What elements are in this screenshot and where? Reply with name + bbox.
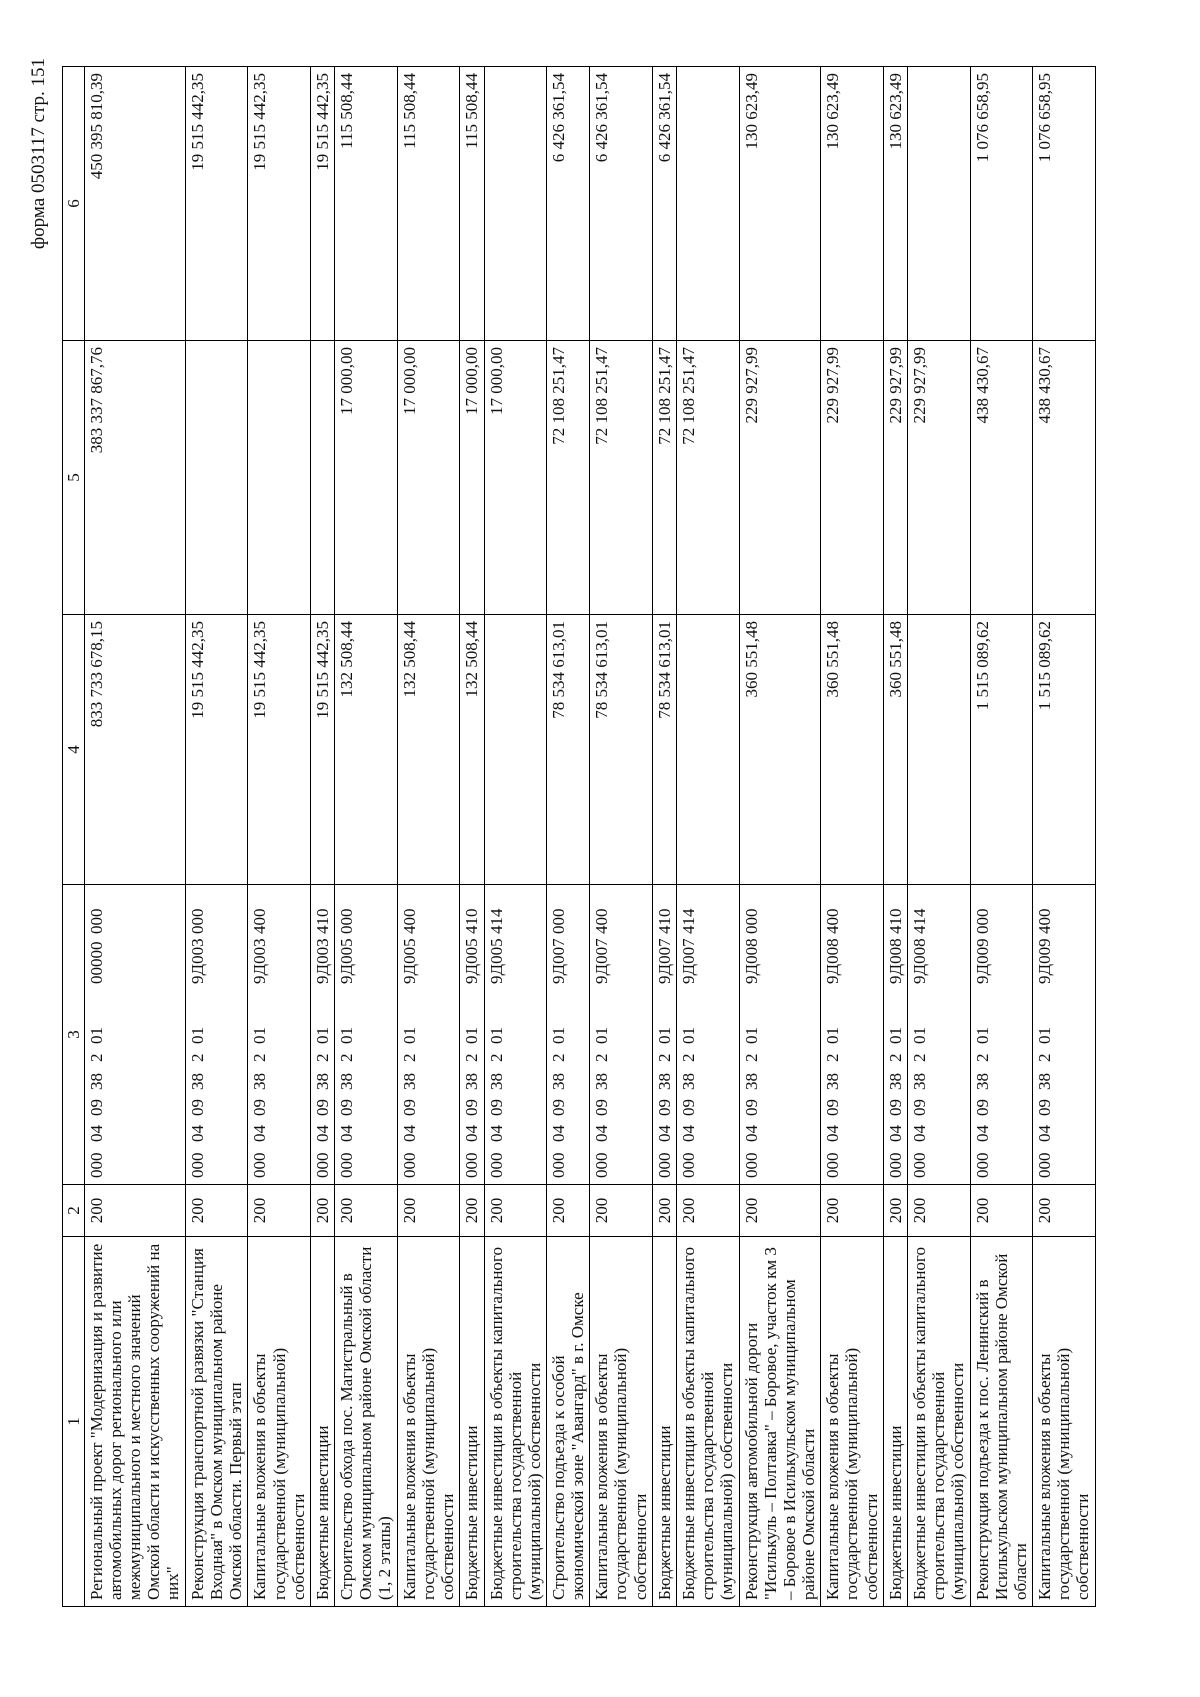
row-line-code: 200 (908, 1185, 971, 1237)
row-approved: 360 551,48 (884, 615, 908, 885)
code-part: 04 (462, 1125, 482, 1142)
row-executed: 229 927,99 (908, 341, 971, 615)
code-part: 2 (399, 1053, 419, 1062)
table-row (484, 67, 547, 1607)
code-part: 38 (486, 1073, 506, 1090)
column-header: 5 (63, 341, 85, 615)
budget-code (910, 891, 929, 1178)
row-approved: 132 508,44 (397, 615, 460, 885)
column-header: 1 (63, 1237, 85, 1607)
table-row (908, 67, 971, 1607)
code-part: 38 (823, 1073, 843, 1090)
code-part: 04 (886, 1125, 905, 1142)
code-part: 01 (741, 1027, 761, 1044)
code-part: 410 (313, 908, 333, 934)
table-row (397, 67, 460, 1607)
code-part: 000 (592, 1152, 612, 1178)
row-unexecuted: 115 508,44 (397, 67, 460, 341)
row-name: Реконструкция автомобильной дороги "Исилькуль – Полтавка" – Боровое, участок км 3 – Боровое в Исилькульском муниципальном районе Омской области (739, 1237, 821, 1607)
code-part: 01 (313, 1027, 333, 1044)
code-part: 2 (549, 1053, 569, 1062)
row-line-code: 200 (547, 1185, 590, 1237)
code-part: 09 (679, 1099, 699, 1116)
code-part: 2 (337, 1053, 357, 1062)
code-part: 000 (337, 1152, 357, 1178)
budget-code (679, 891, 698, 1178)
row-line-code: 200 (821, 1185, 884, 1237)
row-line-code: 200 (185, 1185, 248, 1237)
code-part: 9Д008 (741, 938, 761, 984)
code-part: 04 (679, 1125, 699, 1142)
code-part: 04 (592, 1125, 612, 1142)
column-header: 4 (63, 615, 85, 885)
table-row (677, 67, 740, 1607)
code-part: 9Д003 (250, 938, 270, 984)
row-unexecuted (677, 67, 740, 341)
code-part: 01 (187, 1027, 207, 1044)
code-part: 04 (549, 1125, 569, 1142)
row-executed: 438 430,67 (1033, 341, 1096, 615)
code-part: 2 (910, 1053, 930, 1062)
code-part: 38 (462, 1073, 482, 1090)
code-part: 000 (1035, 1152, 1055, 1178)
code-part: 01 (592, 1027, 612, 1044)
code-part: 2 (592, 1053, 612, 1062)
header-row (63, 67, 85, 1607)
code-part: 000 (972, 1152, 992, 1178)
code-part: 00000 (87, 941, 107, 984)
code-part: 09 (741, 1099, 761, 1116)
code-part: 000 (250, 1152, 270, 1178)
code-part: 000 (313, 1152, 333, 1178)
row-name: Бюджетные инвестиции в объекты капитального строительства государственной (муниципальной) собственности (908, 1237, 971, 1607)
code-part: 2 (1035, 1053, 1055, 1062)
row-name: Реконструкция транспортной развязки "Станция Входная" в Омском муниципальном районе Омской области. Первый этап (185, 1237, 248, 1607)
code-part: 09 (910, 1099, 930, 1116)
row-unexecuted: 6 426 361,54 (547, 67, 590, 341)
budget-code (250, 891, 269, 1178)
code-part: 400 (1035, 908, 1055, 934)
row-approved: 78 534 613,01 (590, 615, 653, 885)
table-row (1033, 67, 1096, 1607)
row-budget-code (484, 885, 547, 1185)
code-part: 000 (337, 908, 357, 934)
budget-code (87, 891, 106, 1178)
column-header: 3 (63, 885, 85, 1185)
row-unexecuted: 130 623,49 (739, 67, 821, 341)
code-part: 9Д009 (972, 938, 992, 984)
row-executed: 72 108 251,47 (677, 341, 740, 615)
row-executed: 383 337 867,76 (85, 341, 186, 615)
row-approved: 833 733 678,15 (85, 615, 186, 885)
budget-code (1035, 891, 1054, 1178)
code-part: 000 (549, 1152, 569, 1178)
row-executed: 17 000,00 (335, 341, 398, 615)
code-part: 38 (972, 1073, 992, 1090)
code-part: 000 (741, 908, 761, 934)
code-part: 000 (462, 1152, 482, 1178)
code-part: 400 (250, 908, 270, 934)
code-part: 38 (1035, 1073, 1055, 1090)
row-unexecuted: 450 395 810,39 (85, 67, 186, 341)
row-approved: 19 515 442,35 (185, 615, 248, 885)
column-header: 6 (63, 67, 85, 341)
code-part: 09 (337, 1099, 357, 1116)
code-part: 000 (87, 908, 107, 934)
row-line-code: 200 (1033, 1185, 1096, 1237)
row-executed (248, 341, 311, 615)
code-part: 38 (187, 1073, 207, 1090)
row-executed: 229 927,99 (884, 341, 908, 615)
row-executed: 17 000,00 (460, 341, 484, 615)
row-budget-code (652, 885, 676, 1185)
row-name: Бюджетные инвестиции (652, 1237, 676, 1607)
code-part: 09 (187, 1099, 207, 1116)
row-line-code: 200 (484, 1185, 547, 1237)
row-budget-code (185, 885, 248, 1185)
row-line-code: 200 (652, 1185, 676, 1237)
budget-code (742, 891, 761, 1178)
code-part: 38 (910, 1073, 930, 1090)
row-executed: 229 927,99 (739, 341, 821, 615)
code-part: 9Д008 (886, 938, 905, 984)
row-approved: 78 534 613,01 (652, 615, 676, 885)
code-part: 09 (886, 1099, 905, 1116)
budget-code (823, 891, 842, 1178)
code-part: 000 (549, 908, 569, 934)
code-part: 9Д007 (592, 938, 612, 984)
code-part: 04 (399, 1125, 419, 1142)
code-part: 01 (462, 1027, 482, 1044)
code-part: 2 (654, 1053, 674, 1062)
row-line-code: 200 (85, 1185, 186, 1237)
table-row (85, 67, 186, 1607)
row-approved: 360 551,48 (739, 615, 821, 885)
code-part: 9Д003 (313, 938, 333, 984)
row-unexecuted: 19 515 442,35 (311, 67, 335, 341)
row-line-code: 200 (677, 1185, 740, 1237)
budget-code (487, 891, 506, 1178)
code-part: 410 (462, 908, 482, 934)
budget-code (886, 891, 905, 1178)
table-row (185, 67, 248, 1607)
code-part: 09 (486, 1099, 506, 1116)
code-part: 01 (87, 1027, 107, 1044)
row-unexecuted: 130 623,49 (821, 67, 884, 341)
row-name: Строительство обхода пос. Магистральный в Омском муниципальном районе Омской области (1, 2 этапы) (335, 1237, 398, 1607)
row-budget-code (821, 885, 884, 1185)
row-line-code: 200 (397, 1185, 460, 1237)
code-part: 04 (1035, 1125, 1055, 1142)
code-part: 38 (886, 1073, 905, 1090)
code-part: 38 (679, 1073, 699, 1090)
code-part: 9Д008 (910, 938, 930, 984)
code-part: 04 (250, 1125, 270, 1142)
row-line-code: 200 (311, 1185, 335, 1237)
code-part: 38 (592, 1073, 612, 1090)
row-line-code: 200 (335, 1185, 398, 1237)
code-part: 2 (741, 1053, 761, 1062)
code-part: 01 (823, 1027, 843, 1044)
code-part: 9Д005 (486, 938, 506, 984)
code-part: 414 (486, 908, 506, 934)
row-budget-code (460, 885, 484, 1185)
code-part: 000 (886, 1152, 905, 1178)
row-name: Строительство подъезда к особой экономической зоне "Авангард" в г. Омске (547, 1237, 590, 1607)
code-part: 9Д007 (654, 938, 674, 984)
code-part: 2 (313, 1053, 333, 1062)
row-approved: 19 515 442,35 (248, 615, 311, 885)
row-approved: 1 515 089,62 (1033, 615, 1096, 885)
code-part: 01 (654, 1027, 674, 1044)
row-line-code: 200 (884, 1185, 908, 1237)
row-unexecuted: 19 515 442,35 (248, 67, 311, 341)
row-executed: 17 000,00 (484, 341, 547, 615)
row-name: Бюджетные инвестиции (460, 1237, 484, 1607)
row-unexecuted: 130 623,49 (884, 67, 908, 341)
row-name: Бюджетные инвестиции в объекты капитального строительства государственной (муниципальной) собственности (677, 1237, 740, 1607)
code-part: 2 (87, 1053, 107, 1062)
code-part: 01 (250, 1027, 270, 1044)
code-part: 9Д005 (399, 938, 419, 984)
table-row (460, 67, 484, 1607)
code-part: 01 (486, 1027, 506, 1044)
row-name: Капитальные вложения в объекты государственной (муниципальной) собственности (590, 1237, 653, 1607)
budget-code (337, 891, 356, 1178)
budget-code (400, 891, 419, 1178)
code-part: 9Д003 (187, 938, 207, 984)
code-part: 38 (337, 1073, 357, 1090)
code-part: 01 (337, 1027, 357, 1044)
code-part: 04 (910, 1125, 930, 1142)
code-part: 410 (886, 908, 905, 934)
code-part: 9Д009 (1035, 938, 1055, 984)
code-part: 000 (654, 1152, 674, 1178)
code-part: 01 (399, 1027, 419, 1044)
row-name: Капитальные вложения в объекты государственной (муниципальной) собственности (248, 1237, 311, 1607)
row-executed: 72 108 251,47 (590, 341, 653, 615)
row-approved: 1 515 089,62 (970, 615, 1033, 885)
row-budget-code (908, 885, 971, 1185)
table-row (590, 67, 653, 1607)
budget-code (973, 891, 992, 1178)
budget-code (462, 891, 481, 1178)
code-part: 09 (313, 1099, 333, 1116)
code-part: 09 (1035, 1099, 1055, 1116)
code-part: 04 (313, 1125, 333, 1142)
code-part: 01 (972, 1027, 992, 1044)
budget-code (188, 891, 207, 1178)
code-part: 04 (823, 1125, 843, 1142)
code-part: 000 (910, 1152, 930, 1178)
row-approved (484, 615, 547, 885)
row-budget-code (547, 885, 590, 1185)
row-name: Бюджетные инвестиции в объекты капитального строительства государственной (муниципальной) собственности (484, 1237, 547, 1607)
table-row (311, 67, 335, 1607)
row-unexecuted: 115 508,44 (460, 67, 484, 341)
table-row (652, 67, 676, 1607)
row-line-code: 200 (970, 1185, 1033, 1237)
row-approved: 78 534 613,01 (547, 615, 590, 885)
code-part: 000 (87, 1152, 107, 1178)
row-name: Бюджетные инвестиции (884, 1237, 908, 1607)
code-part: 09 (823, 1099, 843, 1116)
code-part: 2 (250, 1053, 270, 1062)
row-executed: 72 108 251,47 (652, 341, 676, 615)
code-part: 38 (654, 1073, 674, 1090)
row-budget-code (311, 885, 335, 1185)
row-executed: 17 000,00 (397, 341, 460, 615)
table-row (884, 67, 908, 1607)
table-row (335, 67, 398, 1607)
row-line-code: 200 (590, 1185, 653, 1237)
code-part: 410 (654, 908, 674, 934)
code-part: 01 (886, 1027, 905, 1044)
row-approved: 19 515 442,35 (311, 615, 335, 885)
code-part: 2 (679, 1053, 699, 1062)
row-executed (311, 341, 335, 615)
code-part: 000 (187, 1152, 207, 1178)
code-part: 38 (549, 1073, 569, 1090)
code-part: 09 (549, 1099, 569, 1116)
row-budget-code (677, 885, 740, 1185)
row-name: Реконструкция подъезда к пос. Ленинский в Исилькульском муниципальном районе Омской области (970, 1237, 1033, 1607)
code-part: 09 (250, 1099, 270, 1116)
row-unexecuted: 6 426 361,54 (590, 67, 653, 341)
form-label: форма 0503117 стр. 151 (28, 58, 49, 250)
code-part: 400 (823, 908, 843, 934)
row-approved: 360 551,48 (821, 615, 884, 885)
code-part: 000 (741, 1152, 761, 1178)
column-header: 2 (63, 1185, 85, 1237)
row-approved (677, 615, 740, 885)
code-part: 2 (187, 1053, 207, 1062)
row-name: Региональный проект "Модернизация и развитие автомобильных дорог регионального или межмуниципального и местного значений Омской области и искусственных сооружений на них" (85, 1237, 186, 1607)
row-approved: 132 508,44 (335, 615, 398, 885)
code-part: 414 (910, 908, 930, 934)
code-part: 04 (486, 1125, 506, 1142)
row-unexecuted: 1 076 658,95 (1033, 67, 1096, 341)
row-line-code: 200 (739, 1185, 821, 1237)
code-part: 04 (187, 1125, 207, 1142)
code-part: 38 (399, 1073, 419, 1090)
code-part: 09 (462, 1099, 482, 1116)
code-part: 400 (592, 908, 612, 934)
code-part: 000 (679, 1152, 699, 1178)
code-part: 9Д007 (679, 938, 699, 984)
code-part: 000 (187, 908, 207, 934)
row-name: Капитальные вложения в объекты государственной (муниципальной) собственности (821, 1237, 884, 1607)
code-part: 2 (886, 1053, 905, 1062)
row-budget-code (590, 885, 653, 1185)
code-part: 38 (313, 1073, 333, 1090)
code-part: 400 (399, 908, 419, 934)
row-unexecuted: 6 426 361,54 (652, 67, 676, 341)
code-part: 04 (741, 1125, 761, 1142)
budget-code (592, 891, 611, 1178)
budget-code (549, 891, 568, 1178)
table-body (63, 67, 1096, 1607)
budget-code (655, 891, 674, 1178)
row-line-code: 200 (460, 1185, 484, 1237)
code-part: 04 (972, 1125, 992, 1142)
row-budget-code (970, 885, 1033, 1185)
row-line-code: 200 (248, 1185, 311, 1237)
code-part: 000 (972, 908, 992, 934)
row-unexecuted: 1 076 658,95 (970, 67, 1033, 341)
code-part: 9Д008 (823, 938, 843, 984)
budget-code (313, 891, 332, 1178)
row-name: Бюджетные инвестиции (311, 1237, 335, 1607)
code-part: 000 (823, 1152, 843, 1178)
code-part: 9Д005 (462, 938, 482, 984)
code-part: 09 (972, 1099, 992, 1116)
row-executed: 229 927,99 (821, 341, 884, 615)
row-budget-code (1033, 885, 1096, 1185)
code-part: 2 (823, 1053, 843, 1062)
row-executed (185, 341, 248, 615)
code-part: 9Д007 (549, 938, 569, 984)
row-name: Капитальные вложения в объекты государственной (муниципальной) собственности (397, 1237, 460, 1607)
row-executed: 72 108 251,47 (547, 341, 590, 615)
code-part: 414 (679, 908, 699, 934)
table-row (739, 67, 821, 1607)
code-part: 2 (462, 1053, 482, 1062)
row-unexecuted (908, 67, 971, 341)
row-budget-code (85, 885, 186, 1185)
row-approved: 132 508,44 (460, 615, 484, 885)
code-part: 09 (87, 1099, 107, 1116)
code-part: 01 (679, 1027, 699, 1044)
code-part: 000 (486, 1152, 506, 1178)
table-row (248, 67, 311, 1607)
table-row (547, 67, 590, 1607)
code-part: 2 (486, 1053, 506, 1062)
code-part: 38 (741, 1073, 761, 1090)
report-table (62, 66, 1096, 1607)
row-approved (908, 615, 971, 885)
table-row (970, 67, 1033, 1607)
code-part: 38 (250, 1073, 270, 1090)
code-part: 2 (972, 1053, 992, 1062)
table-row (821, 67, 884, 1607)
row-unexecuted (484, 67, 547, 341)
row-name: Капитальные вложения в объекты государственной (муниципальной) собственности (1033, 1237, 1096, 1607)
code-part: 01 (549, 1027, 569, 1044)
code-part: 01 (1035, 1027, 1055, 1044)
row-executed: 438 430,67 (970, 341, 1033, 615)
code-part: 38 (87, 1073, 107, 1090)
code-part: 09 (399, 1099, 419, 1116)
code-part: 09 (592, 1099, 612, 1116)
code-part: 04 (337, 1125, 357, 1142)
row-budget-code (335, 885, 398, 1185)
code-part: 04 (87, 1125, 107, 1142)
code-part: 04 (654, 1125, 674, 1142)
code-part: 09 (654, 1099, 674, 1116)
row-budget-code (248, 885, 311, 1185)
row-unexecuted: 115 508,44 (335, 67, 398, 341)
row-budget-code (884, 885, 908, 1185)
code-part: 000 (399, 1152, 419, 1178)
row-unexecuted: 19 515 442,35 (185, 67, 248, 341)
code-part: 01 (910, 1027, 930, 1044)
row-budget-code (397, 885, 460, 1185)
row-budget-code (739, 885, 821, 1185)
code-part: 9Д005 (337, 938, 357, 984)
